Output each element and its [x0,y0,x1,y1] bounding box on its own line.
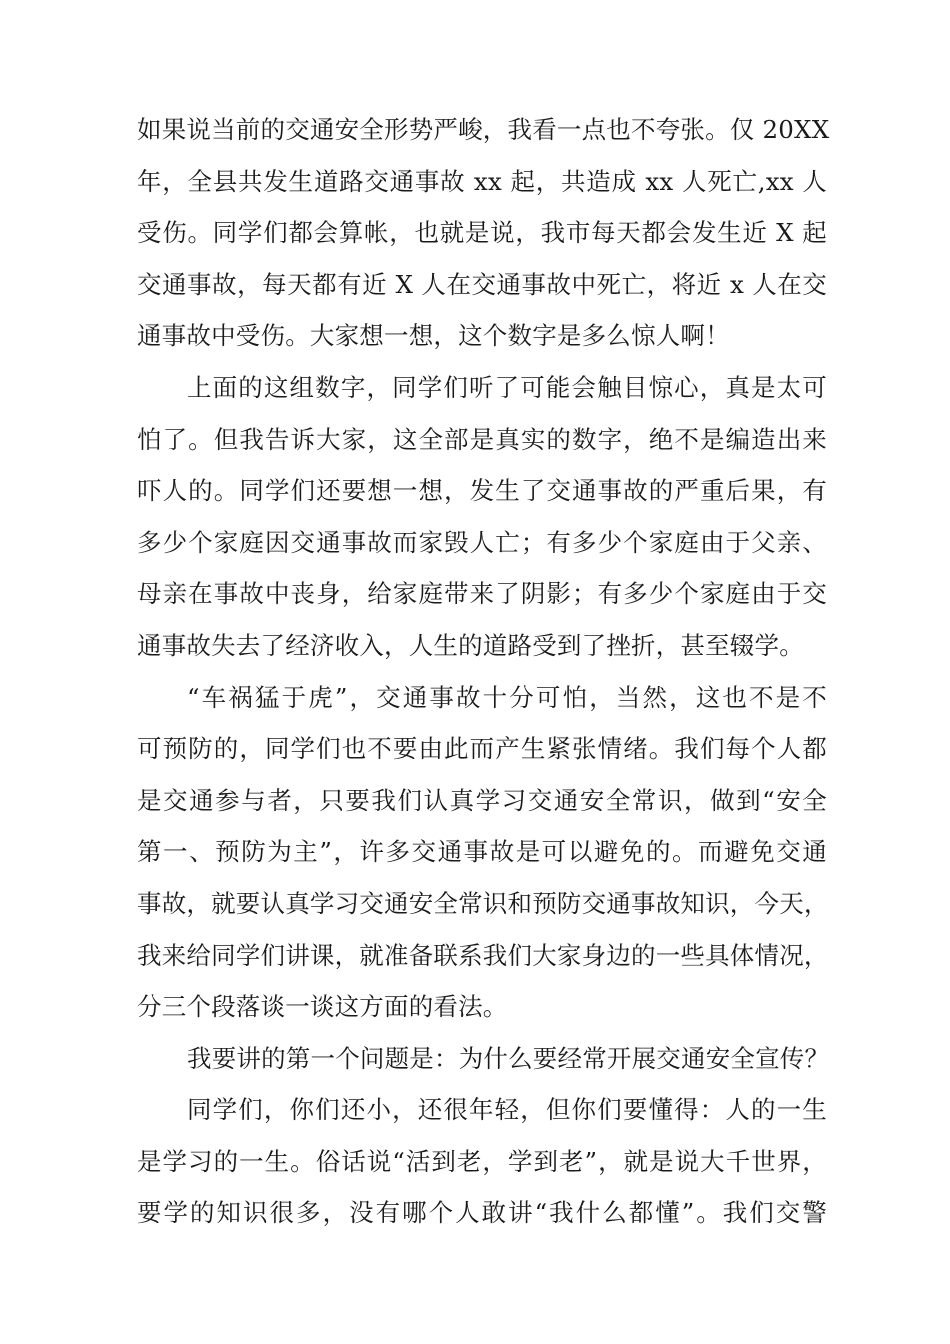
text-line: 分三个段落谈一谈这方面的看法。 [137,992,508,1022]
text-line: 第一、预防为主”，许多交通事故是可以避免的。而避免交通 [137,837,827,867]
text-line: “车祸猛于虎”，交通事故十分可怕，当然，这也不是不 [187,682,827,712]
text-line: 我来给同学们讲课，就准备联系我们大家身边的一些具体情况， [137,940,829,970]
text-line: 多少个家庭因交通事故而家毁人亡；有多少个家庭由于父亲、 [137,527,827,557]
text-line: 是学习的一生。俗话说“活到老，学到老”，就是说大千世界， [137,1146,827,1176]
text-line: 吓人的。同学们还要想一想，发生了交通事故的严重后果，有 [137,476,827,506]
text-line: 怕了。但我告诉大家，这全部是真实的数字，绝不是编造出来 [137,424,827,454]
text-line: 是交通参与者，只要我们认真学习交通安全常识，做到“安全 [137,785,827,815]
text-line: 要学的知识很多，没有哪个人敢讲“我什么都懂”。我们交警 [137,1198,827,1228]
text-line: 上面的这组数字，同学们听了可能会触目惊心，真是太可 [187,372,827,402]
text-line: 受伤。同学们都会算帐，也就是说，我市每天都会发生近 X 起 [137,218,827,248]
text-line: 事故，就要认真学习交通安全常识和预防交通事故知识，今天， [137,888,829,918]
text-line: 我要讲的第一个问题是：为什么要经常开展交通安全宣传？ [187,1043,830,1073]
text-line: 如果说当前的交通安全形势严峻，我看一点也不夸张。仅 20XX [137,115,830,144]
body-text [137,104,830,1239]
text-line: 年，全县共发生道路交通事故 xx 起，共造成 xx 人死亡,xx 人 [137,166,827,196]
text-line: 可预防的，同学们也不要由此而产生紧张情绪。我们每个人都 [137,734,827,764]
text-line: 同学们，你们还小，还很年轻，但你们要懂得：人的一生 [187,1095,827,1125]
text-line: 通事故中受伤。大家想一想，这个数字是多么惊人啊！ [137,321,730,351]
text-line: 通事故失去了经济收入，人生的道路受到了挫折，甚至辍学。 [137,630,804,660]
text-line: 母亲在事故中丧身，给家庭带来了阴影；有多少个家庭由于交 [137,579,827,609]
text-line: 交通事故，每天都有近 X 人在交通事故中死亡，将近 x 人在交 [137,269,827,299]
